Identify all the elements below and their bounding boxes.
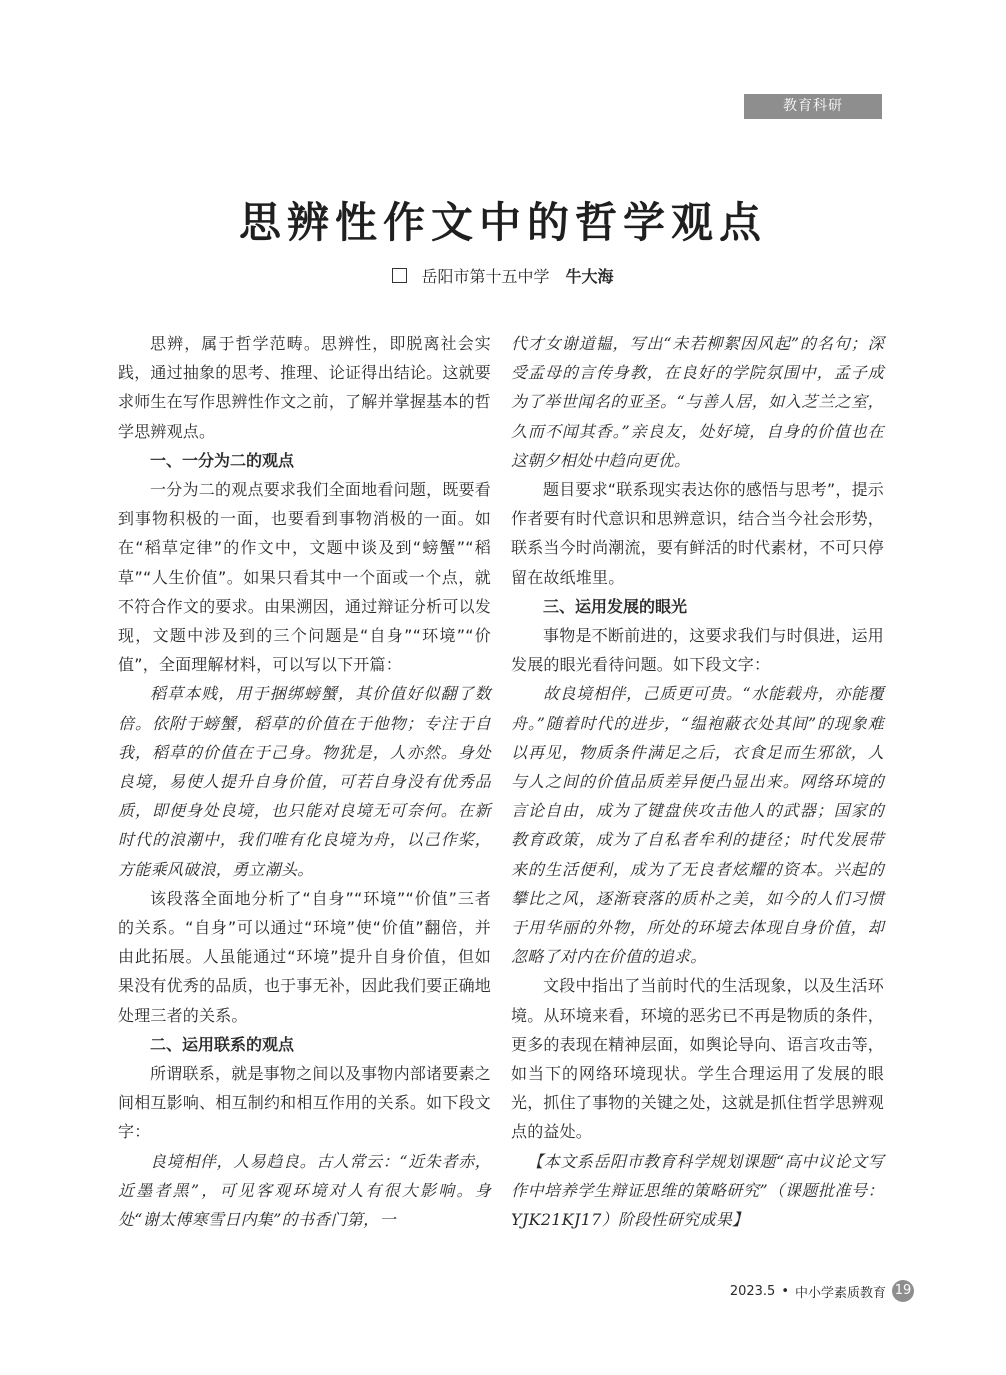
paragraph: 题目要求“联系现实表达你的感悟与思考”，提示作者要有时代意识和思辨意识，结合当今社会形势，联系当今时尚潮流，要有鲜活的时代素材，不可只停留在故纸堆里。	[511, 480, 884, 587]
byline	[0, 264, 1006, 287]
paragraph: 所谓联系，就是事物之间以及事物内部诸要素之间相互影响、相互制约和相互作用的关系。如下段文字：	[118, 1064, 491, 1142]
page-footer	[730, 1280, 914, 1302]
left-column	[118, 329, 491, 1234]
column-tag: 教育科研	[744, 94, 882, 119]
footer-dot: •	[781, 1283, 789, 1299]
section-heading: 三、运用发展的眼光	[543, 596, 688, 616]
journal-name: 中小学素质教育	[794, 1285, 886, 1301]
funding-note: 【本文系岳阳市教育科学规划课题“高中议论文写作中培养学生辩证思维的策略研究”（课题批准号：YJK21KJ17）阶段性研究成果】	[511, 1151, 884, 1230]
example-paragraph: 代才女谢道韫，写出“未若柳絮因风起”的名句；深受孟母的言传身教，在良好的学院氛围中，孟子成为了举世闻名的亚圣。“与善人居，如入芝兰之室，久而不闻其香。”亲良友，处好境，自身的价值也在这朝夕相处中趋向更优。	[511, 334, 884, 470]
paragraph: 该段落全面地分析了“自身”“环境”“价值”三者的关系。“自身”可以通过“环境”使“价值”翻倍，并由此拓展。人虽能通过“环境”提升自身价值，但如果没有优秀的品质，也于事无补，因此我们要正确地处理三者的关系。	[118, 888, 491, 1025]
author-name: 牛大海	[565, 267, 614, 286]
paragraph: 思辨，属于哲学范畴。思辨性，即脱离社会实践，通过抽象的思考、推理、论证得出结论。这就要求师生在写作思辨性作文之前，了解并掌握基本的哲学思辨观点。	[118, 334, 491, 441]
example-paragraph: 故良境相伴，己质更可贵。“水能载舟，亦能覆舟。”随着时代的进步，“缊袍蔽衣处其间”的现象难以再见，物质条件满足之后，衣食足而生邪欲，人与人之间的价值品质差异便凸显出来。网络环境的言论自由，成为了键盘侠攻击他人的武器；国家的教育政策，成为了自私者牟利的捷径；时代发展带来的生活便利，成为了无良者炫耀的资本。兴起的攀比之风，逐渐衰落的质朴之美，如今的人们习惯于用华丽的外物，所处的环境去体现自身价值，却忽略了对内在价值的追求。	[511, 684, 884, 967]
article-title: 思辨性作文中的哲学观点	[238, 198, 767, 247]
author-organization: 岳阳市第十五中学	[421, 267, 550, 286]
page-number: 19	[892, 1280, 914, 1302]
section-heading: 二、运用联系的观点	[150, 1034, 295, 1054]
section-heading: 一、一分为二的观点	[150, 450, 295, 470]
example-paragraph: 良境相伴，人易趋良。古人常云：“近朱者赤，近墨者黑”，可见客观环境对人有很大影响。身处“谢太傅寒雪日内集”的书香门第，一	[118, 1151, 491, 1230]
issue-date: 2023.5	[729, 1283, 776, 1299]
paragraph: 事物是不断前进的，这要求我们与时俱进，运用发展的眼光看待问题。如下段文字：	[511, 626, 884, 675]
right-column	[511, 329, 884, 1234]
paragraph: 文段中指出了当前时代的生活现象，以及生活环境。从环境来看，环境的恶劣已不再是物质的条件，更多的表现在精神层面，如舆论导向、语言攻击等，如当下的网络环境现状。学生合理运用了发展的眼光，抓住了事物的关键之处，这就是抓住哲学思辨观点的益处。	[511, 976, 884, 1142]
byline-box-icon	[392, 268, 407, 283]
paragraph: 一分为二的观点要求我们全面地看问题，既要看到事物积极的一面，也要看到事物消极的一面。如在“稻草定律”的作文中，文题中谈及到“螃蟹”“稻草”“人生价值”。如果只看其中一个面或一个点，就不符合作文的要求。由果溯因，通过辩证分析可以发现，文题中涉及到的三个问题是“自身”“环境”“价值”，全面理解材料，可以写以下开篇：	[118, 480, 491, 675]
example-paragraph: 稻草本贱，用于捆绑螃蟹，其价值好似翻了数倍。依附于螃蟹，稻草的价值在于他物；专注于自我，稻草的价值在于己身。物犹是，人亦然。身处良境，易使人提升自身价值，可若自身没有优秀品质，即便身处良境，也只能对良境无可奈何。在新时代的浪潮中，我们唯有化良境为舟，以己作桨，方能乘风破浪，勇立潮头。	[118, 684, 491, 879]
